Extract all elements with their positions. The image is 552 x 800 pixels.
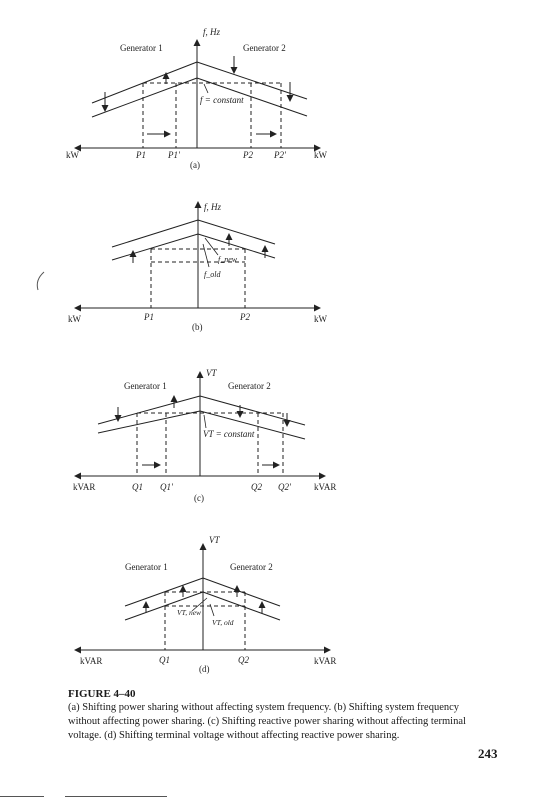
panel-a-tick-p2: P2 xyxy=(243,150,253,160)
panel-c-tick-q1-prime: Q1' xyxy=(160,482,173,492)
panel-d-sublabel: (d) xyxy=(199,664,210,674)
page-footer-rule xyxy=(0,796,44,797)
panel-c-annotation: VT = constant xyxy=(203,429,255,439)
panel-c-sublabel: (c) xyxy=(194,493,204,503)
panel-b-right-unit: kW xyxy=(314,314,327,324)
figure-caption-title: FIGURE 4–40 xyxy=(68,688,136,700)
panel-a xyxy=(66,27,328,170)
panel-b-axis-label: f, Hz xyxy=(204,202,222,212)
panel-a-generator-1-label: Generator 1 xyxy=(120,43,163,53)
panel-a-annotation: f = constant xyxy=(200,95,244,105)
panel-b xyxy=(68,202,328,332)
panel-d-left-unit: kVAR xyxy=(80,656,103,666)
panel-a-tick-p1-prime: P1' xyxy=(168,150,180,160)
panel-b-f-new: f_new xyxy=(218,255,238,264)
panel-d-axis-label: VT xyxy=(209,535,220,545)
panel-d-vt-old: VT, old xyxy=(212,618,234,627)
panel-c-tick-q1: Q1 xyxy=(132,482,143,492)
panel-a-generator-2-label: Generator 2 xyxy=(243,43,286,53)
panel-b-left-unit: kW xyxy=(68,314,81,324)
panel-b-tick-p1: P1 xyxy=(144,312,154,322)
panel-c-tick-q2: Q2 xyxy=(251,482,262,492)
panel-a-right-unit: kW xyxy=(314,150,327,160)
panel-d-tick-q2: Q2 xyxy=(238,655,249,665)
panel-d-vt-new: VT, new xyxy=(177,608,202,617)
panel-a-axis-label: f, Hz xyxy=(203,27,221,37)
panel-b-tick-p2: P2 xyxy=(240,312,250,322)
page-footer-rule xyxy=(65,796,167,797)
panel-c-axis-label: VT xyxy=(206,368,217,378)
panel-d-tick-q1: Q1 xyxy=(159,655,170,665)
panel-d-generator-2-label: Generator 2 xyxy=(230,562,273,572)
panel-c-generator-1-label: Generator 1 xyxy=(124,381,167,391)
panel-d xyxy=(75,535,336,674)
figure-caption-line: without affecting power sharing. (c) Shifting reactive power sharing without affecting terminal xyxy=(68,716,466,727)
panel-d-right-unit: kVAR xyxy=(314,656,337,666)
panel-c-tick-q2-prime: Q2' xyxy=(278,482,291,492)
margin-mark xyxy=(37,272,44,290)
page-number: 243 xyxy=(478,746,498,761)
panel-a-left-unit: kW xyxy=(66,150,79,160)
panel-d-generator-1-label: Generator 1 xyxy=(125,562,168,572)
figure-caption-line: (a) Shifting power sharing without affecting system frequency. (b) Shifting system frequency xyxy=(68,702,460,713)
panel-b-f-old: f_old xyxy=(204,270,221,279)
panel-c xyxy=(73,368,336,503)
panel-a-sublabel: (a) xyxy=(190,160,200,170)
panel-a-gen1-curve-old xyxy=(92,78,197,117)
panel-c-left-unit: kVAR xyxy=(73,482,96,492)
panel-a-tick-p2-prime: P2' xyxy=(274,150,286,160)
panel-a-tick-p1: P1 xyxy=(136,150,146,160)
figure-caption-line: voltage. (d) Shifting terminal voltage without affecting reactive power sharing. xyxy=(68,730,400,741)
panel-b-sublabel: (b) xyxy=(192,322,203,332)
panel-c-generator-2-label: Generator 2 xyxy=(228,381,271,391)
panel-c-right-unit: kVAR xyxy=(314,482,337,492)
